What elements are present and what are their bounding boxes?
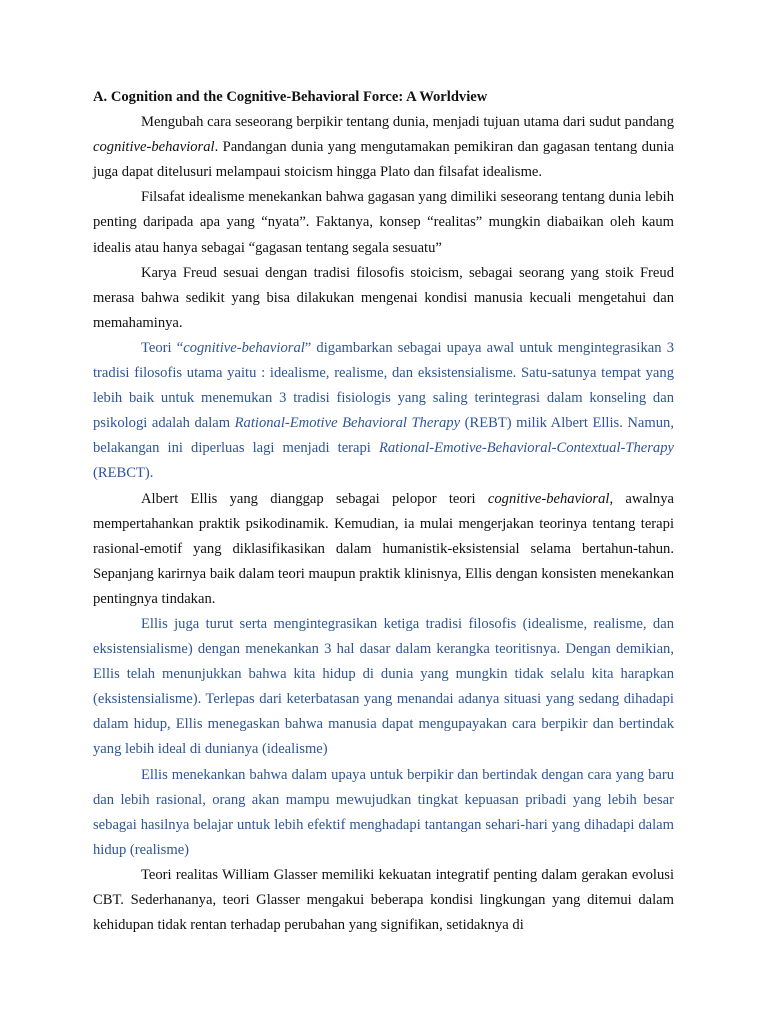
- paragraph: [93, 261, 674, 336]
- text-run: ” digambarkan sebagai upaya awal untuk mengintegrasikan 3 tradisi filosofis utama yaitu : idealisme, realisme, dan eksistensialisme. Satu-satunya tempat yang lebih baik untuk menemukan 3 tradisi fisiologis yang saling terintegrasi dalam konseling dan psikologi adalah dalam: [93, 339, 674, 432]
- paragraph: [93, 612, 674, 763]
- paragraph: [93, 763, 674, 863]
- document-page: [93, 85, 674, 938]
- italic-term: cognitive-behavioral: [93, 139, 215, 156]
- text-run: Mengubah cara seseorang berpikir tentang dunia, menjadi tujuan utama dari sudut pandang: [141, 114, 674, 131]
- text-run: Filsafat idealisme menekankan bahwa gagasan yang dimiliki seseorang tentang dunia lebih penting daripada apa yang “nyata”. Faktanya, konsep “realitas” mungkin diabaikan oleh kaum idealis atau hanya sebagai “gagasan tentang segala sesuatu”: [93, 189, 674, 256]
- text-run: . Pandangan dunia yang mengutamakan pemikiran dan gagasan tentang dunia juga dapat ditelusuri melampaui stoicism hingga Plato dan filsafat idealisme.: [93, 139, 674, 181]
- paragraph: [93, 185, 674, 260]
- paragraph: [93, 336, 674, 487]
- paragraph: [93, 863, 674, 938]
- italic-term: cognitive-behavioral: [487, 490, 610, 507]
- text-run: (REBT) milik Albert Ellis. Namun, belakangan ini diperluas lagi menjadi terapi: [93, 415, 674, 457]
- text-run: Ellis menekankan bahwa dalam upaya untuk berpikir dan bertindak dengan cara yang baru dan lebih rasional, orang akan mampu mewujudkan tingkat kepuasan pribadi yang lebih besar sebagai hasilnya belajar untuk lebih efektif menghadapi tantangan sehari-hari yang dihadapi dalam hidup (realisme): [93, 766, 674, 858]
- text-run: Teori “: [141, 339, 184, 356]
- text-run: Teori realitas William Glasser memiliki kekuatan integratif penting dalam gerakan evolusi CBT. Sederhananya, teori Glasser mengakui beberapa kondisi lingkungan yang ditemui dalam kehidupan tidak rentan terhadap perubahan yang signifikan, setidaknya di: [93, 866, 674, 934]
- italic-term: Rational-Emotive-Behavioral-Contextual-Therapy: [378, 440, 674, 457]
- text-run: Karya Freud sesuai dengan tradisi filosofis stoicism, sebagai seorang yang stoik Freud merasa bahwa sedikit yang bisa dilakukan mengenai kondisi manusia kecuali mengetahui dan memahaminya.: [93, 264, 674, 331]
- section-heading: A. Cognition and the Cognitive-Behavioral Force: A Worldview: [93, 89, 488, 105]
- text-run: (REBCT).: [93, 465, 154, 482]
- text-run: Albert Ellis yang dianggap sebagai pelopor teori: [141, 490, 488, 507]
- text-run: , awalnya mempertahankan praktik psikodinamik. Kemudian, ia mulai mengerjakan teorinya tentang terapi rasional-emotif yang diklasifikasikan dalam humanistik-eksistensial selama bertahun-tahun. Sepanjang karirnya baik dalam teori maupun praktik klinisnya, Ellis dengan konsisten menekankan pentingnya tindakan.: [93, 490, 674, 607]
- paragraph: [93, 487, 674, 612]
- italic-term: Rational-Emotive Behavioral Therapy: [234, 415, 461, 432]
- paragraph: [93, 110, 674, 185]
- text-run: Ellis juga turut serta mengintegrasikan ketiga tradisi filosofis (idealisme, realisme, dan eksistensialisme) dengan menekankan 3 hal dasar dalam kerangka teoritisnya. Dengan demikian, Ellis telah menunjukkan bahwa kita hidup di dunia yang mungkin tidak selalu kita harapkan (eksistensialisme). Terlepas dari keterbatasan yang menandai adanya situasi yang sedang dihadapi dalam hidup, Ellis menegaskan bahwa manusia dapat mengupayakan cara berpikir dan bertindak yang lebih ideal di dunianya (idealisme): [93, 615, 674, 758]
- body-text: [93, 110, 674, 938]
- italic-term: cognitive-behavioral: [183, 339, 305, 356]
